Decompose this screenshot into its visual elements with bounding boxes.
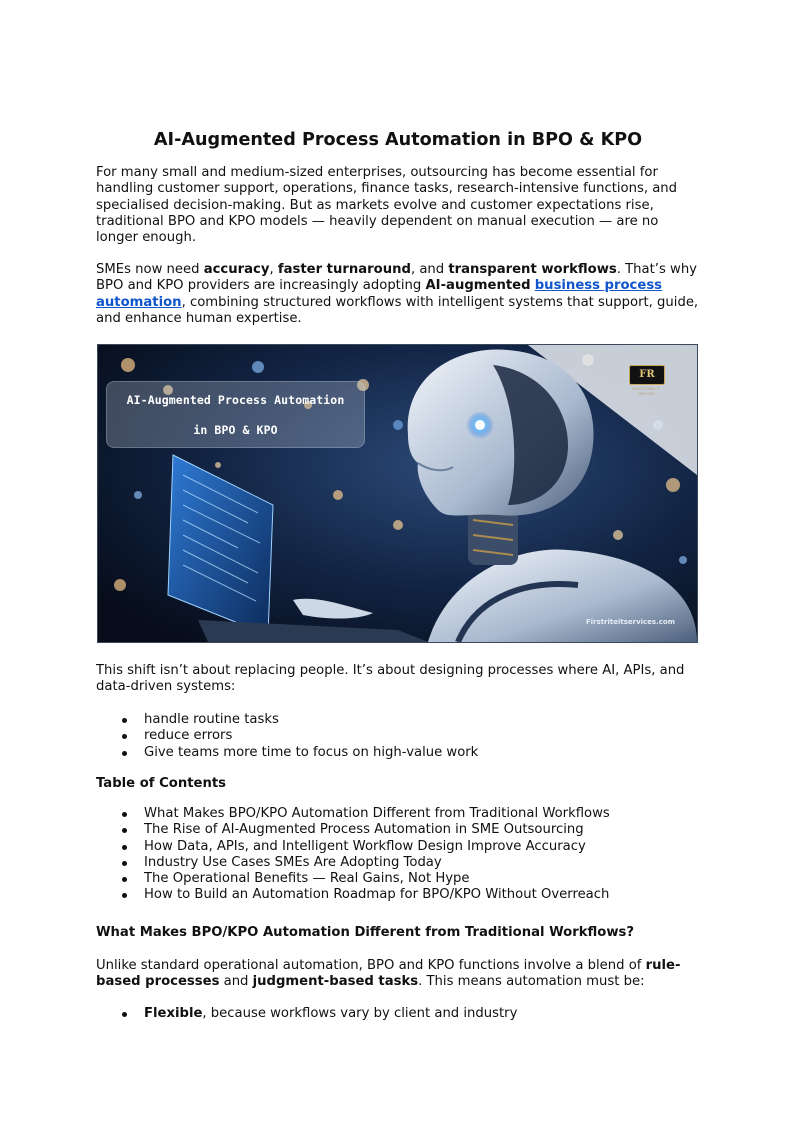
- emphasis-accuracy: accuracy: [203, 262, 270, 277]
- brand-logo-mark: FR: [629, 365, 665, 385]
- toc-heading: Table of Contents: [96, 776, 226, 791]
- business-process-automation-link[interactable]: business process automation: [96, 278, 663, 310]
- hero-website-url: Firstriteitservices.com: [585, 617, 675, 626]
- toc-item[interactable]: The Rise of AI-Augmented Process Automation in SME Outsourcing: [96, 822, 700, 838]
- list-item: reduce errors: [96, 728, 700, 744]
- hero-caption-box: [106, 381, 365, 448]
- page-title: AI-Augmented Process Automation in BPO & KPO: [153, 130, 643, 150]
- emphasis-turnaround: faster turnaround: [277, 262, 411, 277]
- emphasis-ai-augmented: AI-augmented: [425, 278, 531, 294]
- brand-logo: [615, 359, 675, 399]
- requirements-list: [96, 1006, 700, 1022]
- intro-paragraph-1: For many small and medium-sized enterprises, outsourcing has become essential for handling customer support, operations, finance tasks, research-intensive functions, and specialised decision-making. But as markets evolve and customer expectations rise, traditional BPO and KPO models — heavily dependent on manual execution — are no longer enough.: [96, 165, 678, 246]
- list-item: Flexible, because workflows vary by client and industry: [96, 1006, 700, 1022]
- intro-paragraph-2: SMEs now need accuracy, faster turnaround, and transparent workflows. That’s why BPO and KPO providers are increasingly adopting AI-augmented business process automation, combining structured workflows with intelligent systems that support, guide, and enhance human expertise.: [96, 262, 699, 326]
- brand-logo-tagline: FIRST STRIKE IT SERVICES: [632, 387, 660, 396]
- hero-caption-line-1: AI-Augmented Process Automation: [126, 393, 345, 407]
- toc-item[interactable]: How to Build an Automation Roadmap for BPO/KPO Without Overreach: [96, 887, 700, 903]
- toc-item[interactable]: How Data, APIs, and Intelligent Workflow Design Improve Accuracy: [96, 839, 700, 855]
- benefits-list: [96, 712, 700, 761]
- toc-item[interactable]: What Makes BPO/KPO Automation Different from Traditional Workflows: [96, 806, 700, 822]
- list-item: handle routine tasks: [96, 712, 700, 728]
- section-paragraph: Unlike standard operational automation, BPO and KPO functions involve a blend of rule-based processes and judgment-based tasks. This means automation must be:: [96, 958, 681, 990]
- table-of-contents: [96, 806, 700, 904]
- section-heading: What Makes BPO/KPO Automation Different from Traditional Workflows?: [96, 925, 635, 940]
- list-item: Give teams more time to focus on high-value work: [96, 745, 700, 761]
- emphasis-judgment-based: judgment-based tasks: [252, 974, 419, 990]
- hero-image: [97, 344, 698, 643]
- emphasis-rule-based: rule-based processes: [96, 958, 681, 990]
- shift-paragraph: This shift isn’t about replacing people. It’s about designing processes where AI, APIs, and data-driven systems:: [96, 663, 685, 695]
- emphasis-flexible: Flexible: [144, 1006, 203, 1021]
- emphasis-workflows: transparent workflows: [448, 262, 617, 277]
- toc-item[interactable]: The Operational Benefits — Real Gains, Not Hype: [96, 871, 700, 887]
- hero-caption-line-2: in BPO & KPO: [193, 423, 278, 437]
- toc-item[interactable]: Industry Use Cases SMEs Are Adopting Today: [96, 855, 700, 871]
